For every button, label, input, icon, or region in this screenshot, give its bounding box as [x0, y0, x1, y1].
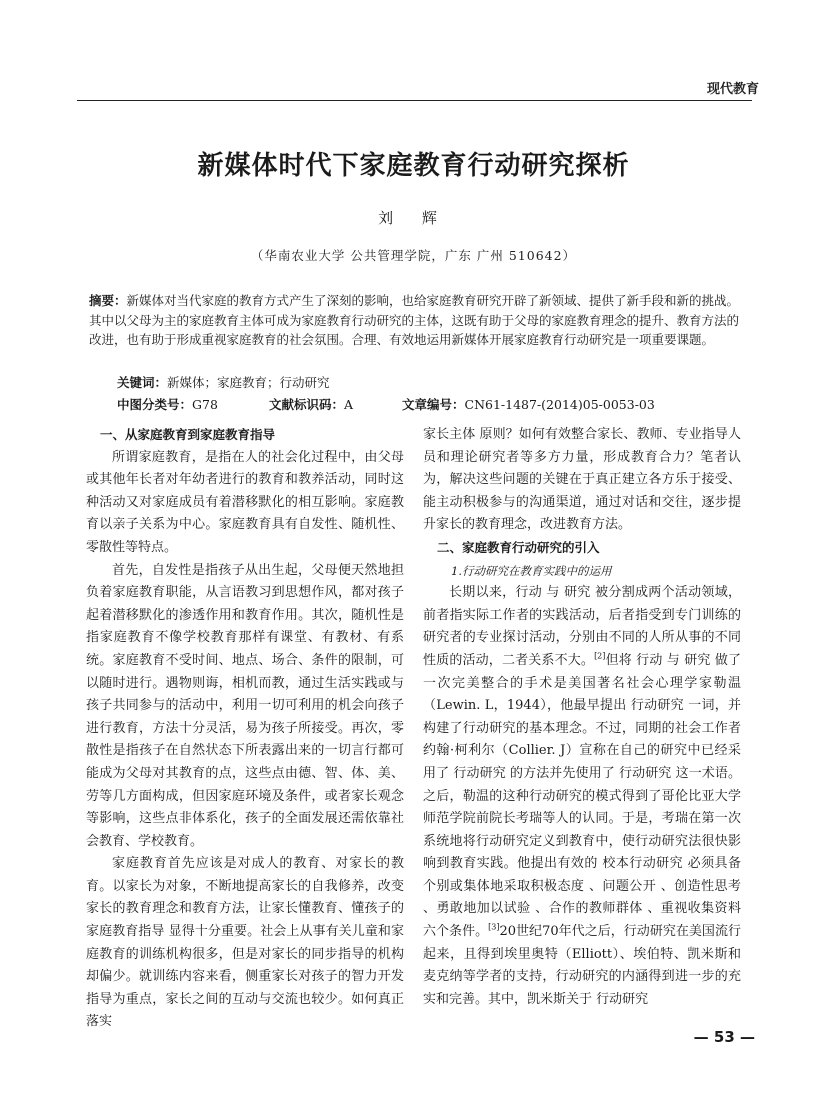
left-column — [86, 424, 404, 1034]
keywords-label: 关键词： — [117, 375, 168, 390]
article-title: 新媒体时代下家庭教育行动研究探析 — [197, 151, 630, 181]
abstract-label: 摘要： — [89, 293, 127, 308]
paragraph: 首先，自发性是指孩子从出生起，父母便天然地担负着家庭教育职能，从言语教习到思想作风，都对孩子起着潜移默化的渗透作用和教育作用。其次，随机性是指家庭教育不像学校教育那样有课堂、有教材、有系统。家庭教育不受时间、地点、场合、条件的限制，可以随时进行。遇物则诲，相机而教，通过生活实践或与孩子共同参与的活动中，利用一切可利用的机会向孩子进行教育，方法十分灵活，易为孩子所接受。再次，零散性是指孩子在自然状态下所表露出来的一切言行都可能成为父母对其教育的点，这些点由德、智、体、美、劳等几方面构成，但因家庭环境及条件，或者家长观念等影响，这些点非体系化，孩子的全面发展还需依靠社会教育、学校教育。 — [86, 562, 404, 849]
paragraph: 家长主体 原则？如何有效整合家长、教师、专业指导人员和理论研究者等多方力量，形成教育合力？笔者认为，解决这些问题的关键在于真正建立各方乐于接受、能主动积极参与的沟通渠道，通过对话和交往，逐步提升家长的教育理念，改进教育方法。 — [423, 427, 741, 533]
paragraph-text: 但将 行动 与 研究 做了一次完美整合的手术是美国著名社会心理学家勒温（Lewin. L，1944），他最早提出 行动研究 一词，并构建了行动研究的基本理念。不过，同期的社会工作者约翰·柯利尔（Collier. J）宣称在自己的研究中已经采用了 行动研究 的方法并先使用了 行动研究 这一术语。之后，勒温的这种行动研究的模式得到了哥伦比亚大学师范学院前院长考瑞等人的认同。于是，考瑞在第一次系统地将行动研究定义到教育中，使行动研究法很快影响到教育实践。他提出有效的 校本行动研究 必须具备 个别或集体地采取积极态度 、问题公开 、创造性思考 、勇敢地加以试验 、合作的教师群体 、重视收集资料 六个条件。 — [423, 652, 741, 940]
paragraph-text: 长期以来，行动 与 研究 被分割成两个活动领域，前者指实际工作者的实践活动，后者指受到专门训练的研究者的专业探讨活动，分别由不同的人所从事的不同性质的活动，二者关系不大。 — [423, 585, 741, 668]
page-number: — 53 — — [693, 1028, 755, 1046]
article-number-label: 文章编号： — [402, 397, 465, 412]
right-column — [423, 424, 741, 1011]
doc-code — [269, 395, 353, 413]
citation: [3] — [488, 922, 500, 932]
section-heading: 二、家庭教育行动研究的引入 — [437, 539, 600, 555]
keywords-text: 新媒体；家庭教育；行动研究 — [167, 375, 330, 390]
clc-label: 中图分类号： — [117, 397, 193, 412]
article-number-value: CN61-1487-(2014)05-0053-03 — [464, 397, 655, 412]
header-rule — [77, 100, 752, 101]
abstract-text: 新媒体对当代家庭的教育方式产生了深刻的影响，也给家庭教育研究开辟了新领域、提供了新手段和新的挑战。其中以父母为主的家庭教育主体可成为家庭教育行动研究的主体，这既有助于父母的家庭教育理念的提升、教育方法的改进，也有助于形成重视家庭教育的社会氛围。合理、有效地运用新媒体开展家庭教育行动研究是一项重要课题。 — [89, 293, 740, 347]
paragraph: 家庭教育首先应该是对成人的教育、对家长的教育。以家长为对象，不断地提高家长的自我修养，改变家长的教育理念和教育方法，让家长懂教育、懂孩子的 家庭教育指导 显得十分重要。社会上从事有关儿童和家庭教育的训练机构很多，但是对家长的同步指导的机构却偏少。就训练内容来看，侧重家长对孩子的智力开发指导为重点，家长之间的互动与交流也较少。如何真正落实 — [86, 856, 404, 1030]
paragraph-text: 20世纪70年代之后，行动研究在美国流行起来，且得到埃里奥特（Elliott）、埃伯特、凯米斯和麦克纳等学者的支持，行动研究的内涵得到进一步的充实和完善。其中，凯米斯关于 行动研究 — [423, 924, 741, 1007]
citation: [2] — [594, 651, 606, 661]
author-affiliation: （华南农业大学 公共管理学院，广东 广州 510642） — [250, 248, 577, 263]
article-number — [402, 395, 655, 413]
subsection-heading: 1.行动研究在教育实践中的运用 — [451, 563, 612, 578]
doc-label: 文献标识码： — [269, 397, 345, 412]
journal-name: 现代教育 — [706, 82, 759, 97]
abstract — [89, 291, 741, 350]
doc-value: A — [344, 397, 354, 412]
clc-value: G78 — [192, 397, 218, 412]
paragraph: 所谓家庭教育，是指在人的社会化过程中，由父母或其他年长者对年幼者进行的教育和教养活动，同时这种活动又对家庭成员有着潜移默化的相互影响。家庭教育以亲子关系为中心。家庭教育具有自发性、随机性、零散性等特点。 — [86, 449, 404, 555]
clc-code — [117, 395, 218, 413]
article-author: 刘 辉 — [378, 209, 449, 227]
section-heading: 一、从家庭教育到家庭教育指导 — [100, 427, 276, 442]
paragraph — [423, 582, 741, 1011]
keywords — [117, 373, 330, 391]
